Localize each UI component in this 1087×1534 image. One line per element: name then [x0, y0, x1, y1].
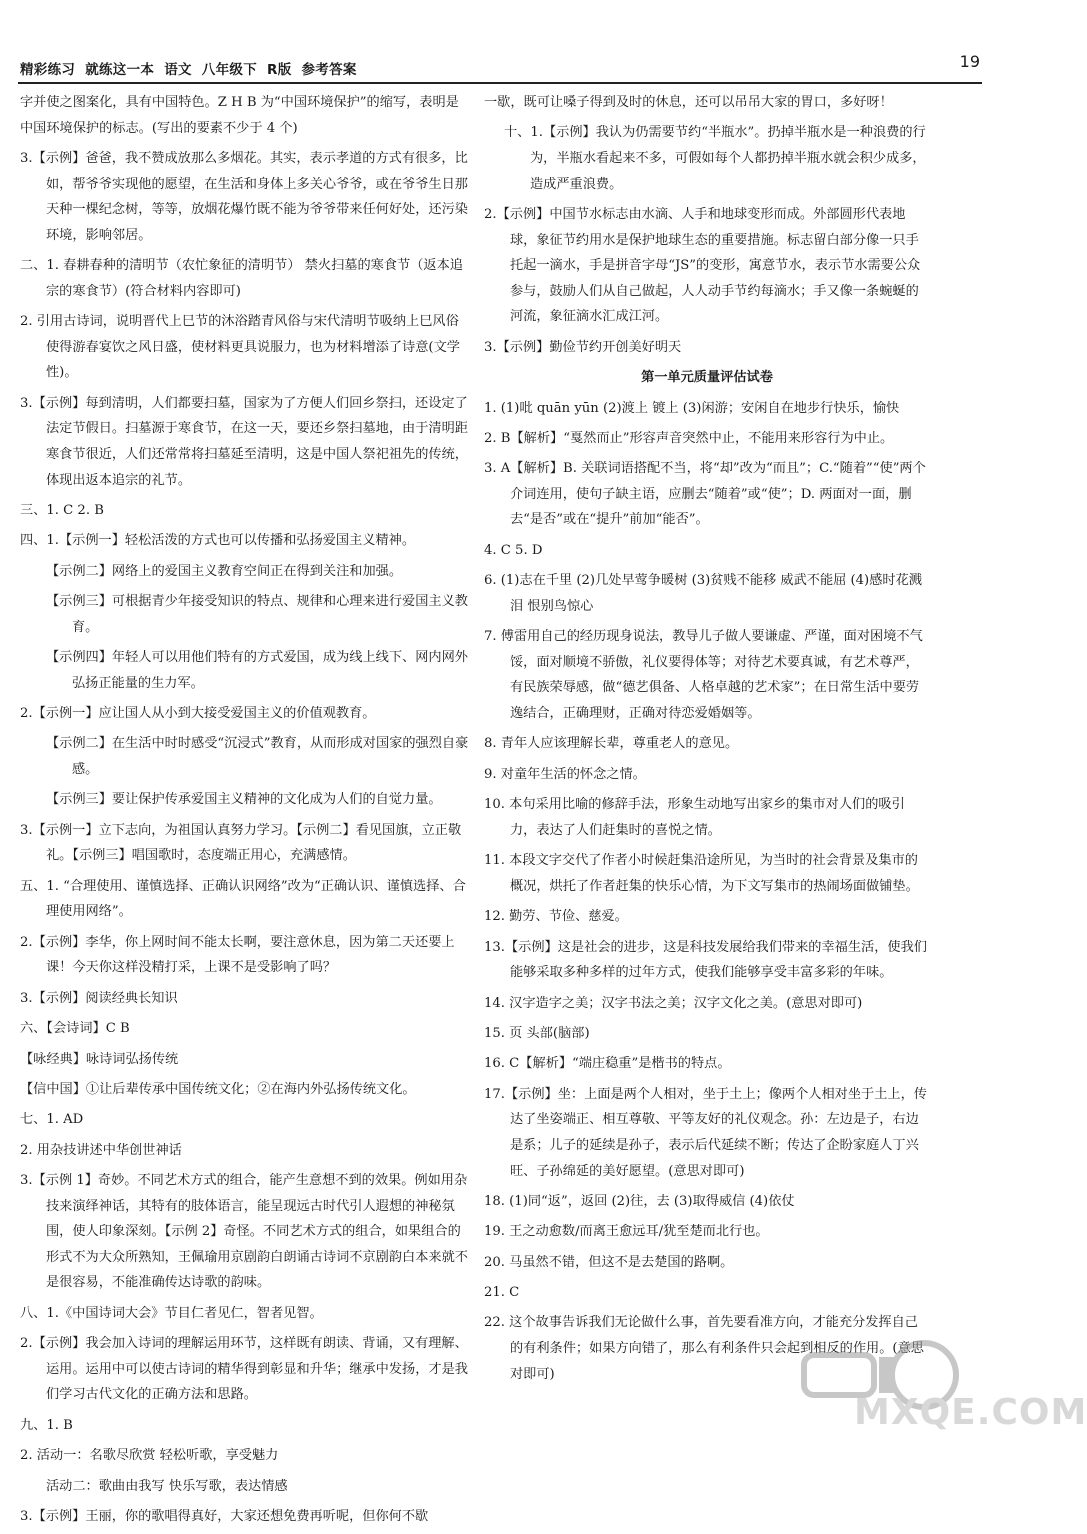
answer-item: 21. C [484, 1285, 520, 1301]
answer-item: 2. 用杂技讲述中华创世神话 [20, 1142, 182, 1158]
answer-item: 10. 本句采用比喻的修辞手法，形象生动地写出家乡的集市对人们的吸引力，表达了人们赶集时的喜悦之情。 [484, 797, 905, 838]
answer-item: 【示例二】网络上的爱国主义教育空间正在得到关注和加强。 [46, 563, 403, 579]
answer-item: 3.【示例 1】奇妙。不同艺术方式的组合，能产生意想不到的效果。例如用杂技来演绎神话，其特有的肢体语言，能呈现远古时代引人遐想的神秘氛围，使人印象深刻。【示例 2】奇怪。不同艺术方式的组合，如果组合的形式不为大众所熟知，王佩瑜用京剧韵白朗诵古诗词不京剧韵白本来就不是很容易，不能准确传达诗歌的韵味。 [20, 1173, 468, 1291]
answer-item: 7. 傅雷用自己的经历现身说法，教导儿子做人要谦虚、严谨，面对困境不气馁，面对顺境不骄傲，礼仪要得体等；对待艺术要真诚，有艺术尊严，有民族荣辱感，做“德艺俱备、人格卓越的艺术家”；在日常生活中要劳逸结合，正确理财，正确对待恋爱婚姻等。 [484, 629, 923, 722]
answer-item: 2.【示例】中国节水标志由水滴、人手和地球变形而成。外部圆形代表地球，象征节约用水是保护地球生态的重要措施。标志留白部分像一只手托起一滴水，手是拼音字母“JS”的变形，寓意节水，表示节水需要公众参与，鼓励人们从自己做起，人人动手节约每滴水；手又像一条蜿蜒的河流，象征滴水汇成江河。 [484, 206, 921, 325]
answer-item: 2.【示例】我会加入诗词的理解运用环节，这样既有朗读、背诵，又有理解、运用。运用中可以使古诗词的精华得到彰显和升华；继承中发扬，才是我们学习古代文化的正确方法和思路。 [20, 1336, 468, 1403]
answer-item: 【示例二】在生活中时时感受“沉浸式”教育，从而形成对国家的强烈自豪感。 [46, 736, 469, 778]
answer-item: 3.【示例】爸爸，我不赞成放那么多烟花。其实，表示孝道的方式有很多，比如，帮爷爷实现他的愿望，在生活和身体上多关心爷爷，或在爷爷生日那天种一棵纪念树，等等，放烟花爆竹既不能为爷爷带来任何好处，还污染环境，影响邻居。 [20, 150, 468, 243]
answer-item: 9. 对童年生活的怀念之情。 [484, 766, 646, 782]
page-header [18, 52, 982, 84]
answer-item: 十、1.【示例】我认为仍需要节约“半瓶水”。扔掉半瓶水是一种浪费的行为，半瓶水看起来不多，可假如每个人都扔掉半瓶水就会积少成多，造成严重浪费。 [504, 125, 926, 192]
answer-item: 19. 王之动愈数/而离王愈远耳/犹至楚而北行也。 [484, 1224, 769, 1240]
answer-item: 4. C 5. D [484, 542, 543, 558]
right-answer-column [484, 90, 930, 1392]
answer-item: 七、1. AD [20, 1112, 84, 1128]
answer-item: 16. C【解析】“端庄稳重”是楷书的特点。 [484, 1056, 731, 1072]
header-title: 精彩练习 就练这一本 语文 八年级下 R版 参考答案 [20, 62, 357, 78]
answer-item: 12. 勤劳、节俭、慈爱。 [484, 909, 628, 925]
answer-item: 九、1. B [20, 1417, 73, 1433]
answer-item: 【信中国】①让后辈传承中国传统文化；②在海内外弘扬传统文化。 [20, 1081, 416, 1097]
answer-item: 六、【会诗词】C B [20, 1021, 130, 1037]
answer-item: 八、1.《中国诗词大会》节目仁者见仁，智者见智。 [20, 1305, 323, 1321]
answer-item: 18. (1)同“返”，返回 (2)往，去 (3)取得威信 (4)依仗 [484, 1193, 795, 1209]
page-number: 19 [959, 52, 980, 71]
answer-item: 3.【示例】每到清明，人们都要扫墓，国家为了方便人们回乡祭扫，还设定了法定节假日。扫墓源于寒食节，在这一天，要还乡祭扫墓地，由于清明距寒食节很近，人们还常常将扫墓延至清明，这是中国人祭祀祖先的传统，体现出返本追宗的礼节。 [20, 395, 468, 488]
answer-item: 6. (1)志在千里 (2)几处早莺争暖树 (3)贫贱不能移 威武不能屈 (4)感时花溅泪 恨别鸟惊心 [484, 573, 922, 614]
left-answer-column [20, 90, 470, 1534]
answer-item: 11. 本段文字交代了作者小时候赶集沿途所见，为当时的社会背景及集市的概况，烘托了作者赶集的快乐心情，为下文写集市的热闹场面做铺垫。 [484, 853, 919, 894]
answer-item: 【示例三】要让保护传承爱国主义精神的文化成为人们的自觉力量。 [46, 792, 442, 808]
answer-item: 1. (1)吡 quān yūn (2)渡上 镀上 (3)闲游；安闲自在地步行快乐，愉快 [484, 400, 900, 416]
answer-item: 一歇，既可让嗓子得到及时的休息，还可以吊吊大家的胃口，多好呀！ [484, 95, 893, 110]
answer-item: 15. 页 头部(脑部) [484, 1025, 590, 1041]
answer-item: 2.【示例一】应让国人从小到大接受爱国主义的价值观教育。 [20, 706, 376, 722]
answer-item: 13.【示例】这是社会的进步，这是科技发展给我们带来的幸福生活，使我们能够采取多种多样的过年方式，使我们能够享受丰富多彩的年味。 [484, 939, 927, 981]
answer-item: 第一单元质量评估试卷 [641, 370, 773, 386]
answer-item: 2.【示例】李华，你上网时间不能太长啊，要注意休息，因为第二天还要上课！今天你这样没精打采，上课不是受影响了吗？ [20, 934, 455, 976]
answer-item: 3.【示例】王丽，你的歌唱得真好，大家还想免费再听呢，但你何不歇 [20, 1509, 429, 1524]
answer-item: 22. 这个故事告诉我们无论做什么事，首先要看准方向，才能充分发挥自己的有利条件；如果方向错了，那么有利条件只会起到相反的作用。(意思对即可) [484, 1315, 924, 1382]
answer-item: 3.【示例】勤俭节约开创美好明天 [484, 339, 682, 355]
answer-item: 14. 汉字造字之美；汉字书法之美；汉字文化之美。(意思对即可) [484, 995, 863, 1011]
answer-item: 3.【示例一】立下志向，为祖国认真努力学习。【示例二】看见国旗，立正敬礼。【示例三】唱国歌时，态度端正用心，充满感情。 [20, 822, 462, 864]
answer-item: 2. 引用古诗词，说明晋代上巳节的沐浴踏青风俗与宋代清明节吸纳上巳风俗使得游春宴饮之风日盛，使材料更具说服力，也为材料增添了诗意(文学性)。 [20, 314, 460, 381]
answer-item: 【咏经典】咏诗词弘扬传统 [20, 1051, 179, 1067]
answer-item: 3. A【解析】B. 关联词语搭配不当，将“却”改为“而且”；C.“随着”“使”两个介词连用，使句子缺主语，应删去“随着”或“使”；D. 两面对一面，删去“是否”或在“提升”前加“能否”。 [484, 461, 926, 528]
answer-item: 17.【示例】坐：上面是两个人相对，坐于土上；像两个人相对坐于土上，传达了坐姿端正、相互尊敬、平等友好的礼仪观念。孙：左边是子，右边是系；儿子的延续是孙子，表示后代延续不断；传达了企盼家庭人丁兴旺、子孙绵延的美好愿望。(意思对即可) [484, 1086, 927, 1179]
answer-item: 三、1. C 2. B [20, 502, 104, 518]
answer-item: 五、1. “合理使用、谨慎选择、正确认识网络”改为“正确认识、谨慎选择、合理使用网络”。 [20, 878, 466, 920]
answer-item: 四、1.【示例一】轻松活泼的方式也可以传播和弘扬爱国主义精神。 [20, 533, 416, 549]
watermark-logo [784, 1335, 1087, 1435]
answer-item: 2. B【解析】“戛然而止”形容声音突然中止，不能用来形容行为中止。 [484, 430, 894, 446]
answer-item: 3.【示例】阅读经典长知识 [20, 990, 178, 1006]
answer-item: 【示例四】年轻人可以用他们特有的方式爱国，成为线上线下、网内网外弘扬正能量的生力军。 [46, 650, 468, 691]
answer-item: 20. 马虽然不错，但这不是去楚国的路啊。 [484, 1254, 734, 1270]
answer-item: 字并使之图案化，具有中国特色。Z H B 为“中国环境保护”的缩写，表明是中国环境保护的标志。(写出的要素不少于 4 个) [20, 95, 459, 136]
answer-item: 2. 活动一：名歌尽欣赏 轻松听歌，享受魅力 [20, 1448, 279, 1464]
answer-item: 活动二：歌曲由我写 快乐写歌，表达情感 [46, 1478, 288, 1494]
answer-item: 二、1. 春耕春种的清明节（农忙象征的清明节） 禁火扫墓的寒食节（返本追宗的寒食节）(符合材料内容即可) [20, 258, 463, 299]
watermark-text: MXQE.COM [854, 1392, 1087, 1433]
answer-item: 8. 青年人应该理解长辈，尊重老人的意见。 [484, 736, 739, 752]
answer-item: 【示例三】可根据青少年接受知识的特点、规律和心理来进行爱国主义教育。 [46, 594, 468, 635]
